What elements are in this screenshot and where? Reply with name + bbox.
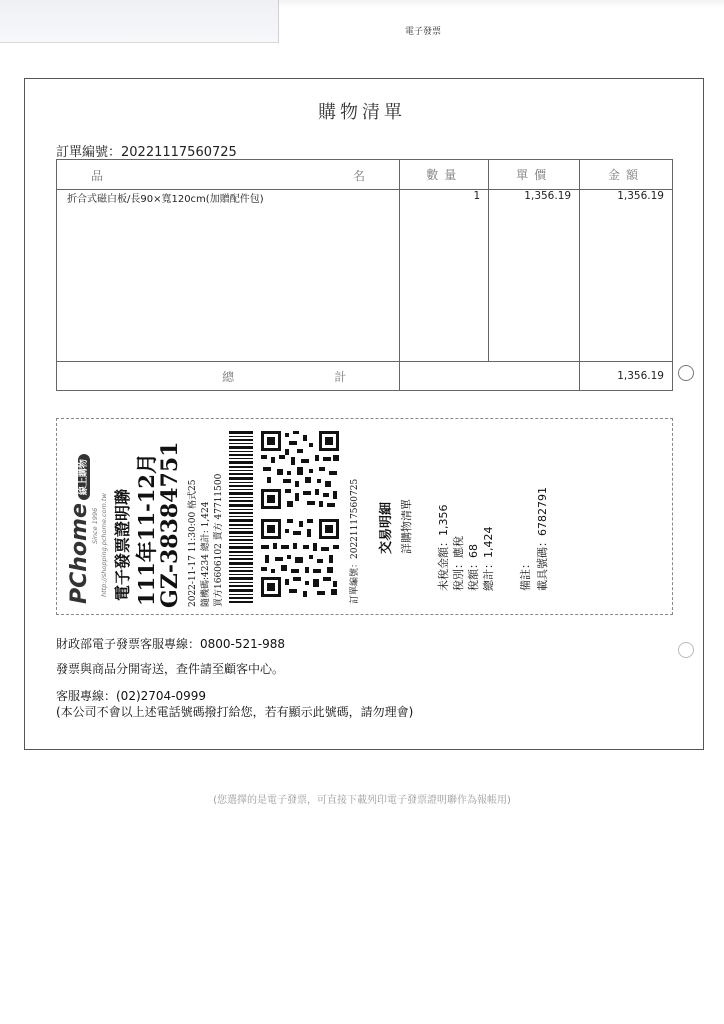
barcode-icon: [229, 427, 253, 605]
brand-since: Since 1996: [91, 507, 99, 544]
bottom-note: (您選擇的是電子發票，可直接下載列印電子發票證明聯作為報帳用): [213, 795, 511, 806]
brand-badge: 線上購物: [78, 454, 90, 500]
item-qty: 1: [400, 190, 489, 362]
grand-total: 總計：1,424: [482, 526, 495, 591]
tax-amount: 稅額：68: [467, 544, 480, 591]
doc-type-label: 電子發票: [405, 27, 442, 37]
pretax-amount: 未稅金額：1,356: [437, 504, 450, 591]
tax-type: 稅別：應稅: [452, 536, 465, 591]
col-header-name-right: 名: [353, 169, 372, 183]
transaction-detail-title: 交易明細: [379, 501, 394, 554]
invoice-title: 電子發票證明聯: [113, 488, 132, 601]
total-row: [57, 362, 673, 391]
einvoice-hotline: 財政部電子發票客服專線：0800-521-988: [56, 637, 286, 651]
item-unit-price: 1,356.19: [489, 190, 580, 362]
remark: 備註：: [519, 558, 532, 591]
col-header-amount: 金額: [580, 160, 673, 190]
brand-name: PChome: [67, 503, 92, 604]
binder-hole-icon: [678, 365, 694, 381]
transaction-detail-subtitle: 詳購物清單: [400, 499, 413, 554]
page-title: 購物清單: [318, 102, 406, 123]
customer-service-line: 客服專線：(02)2704-0999: [56, 689, 207, 703]
order-number-value: 20221117560725: [121, 145, 237, 160]
total-amount: 1,356.19: [580, 362, 673, 391]
invoice-random-total: 隨機碼:4234 總計: 1,424: [201, 501, 211, 607]
col-header-name: [57, 160, 400, 190]
invoice-datetime: 2022-11-17 11:30:00 格式25: [188, 479, 198, 607]
table-row: [57, 190, 673, 362]
qr-code-icon: [261, 431, 339, 509]
carrier-number: 載具號碼：6782791: [536, 487, 549, 591]
col-header-qty: 數量: [400, 160, 489, 190]
total-label-left: 總: [57, 362, 400, 391]
binder-hole-icon: [678, 642, 694, 658]
qr-code-icon: [261, 519, 339, 597]
col-header-unit-price: 單價: [489, 160, 580, 190]
shipping-note: 發票與商品分開寄送，查件請至顧客中心。: [56, 662, 285, 676]
order-number: [56, 141, 237, 160]
invoice-period: 111年11-12月: [134, 453, 159, 606]
e-invoice-certificate: [56, 418, 673, 615]
phone-warning: (本公司不會以上述電話號碼撥打給您，若有顯示此號碼，請勿理會): [56, 705, 414, 719]
total-label-right-cell: [334, 362, 580, 391]
brand-url: http://shopping.pchome.com.tw: [100, 493, 108, 597]
invoice-buyer-seller: 買方16606102 賣方 47711500: [214, 473, 224, 607]
invoice-order-number: 訂單編號：20221117560725: [350, 478, 360, 604]
pchome-logo: [67, 454, 92, 604]
invoice-number: GZ-38384751: [157, 441, 183, 608]
item-name: 折合式磁白板/長90×寬120cm(加贈配件包): [57, 190, 400, 362]
scan-artifact: [0, 0, 279, 43]
order-number-label: 訂單編號：: [56, 145, 122, 160]
shopping-list-table: [56, 159, 673, 391]
total-label-right: 計: [334, 369, 347, 384]
item-amount: 1,356.19: [580, 190, 673, 362]
col-header-name-left: 品: [91, 169, 110, 183]
